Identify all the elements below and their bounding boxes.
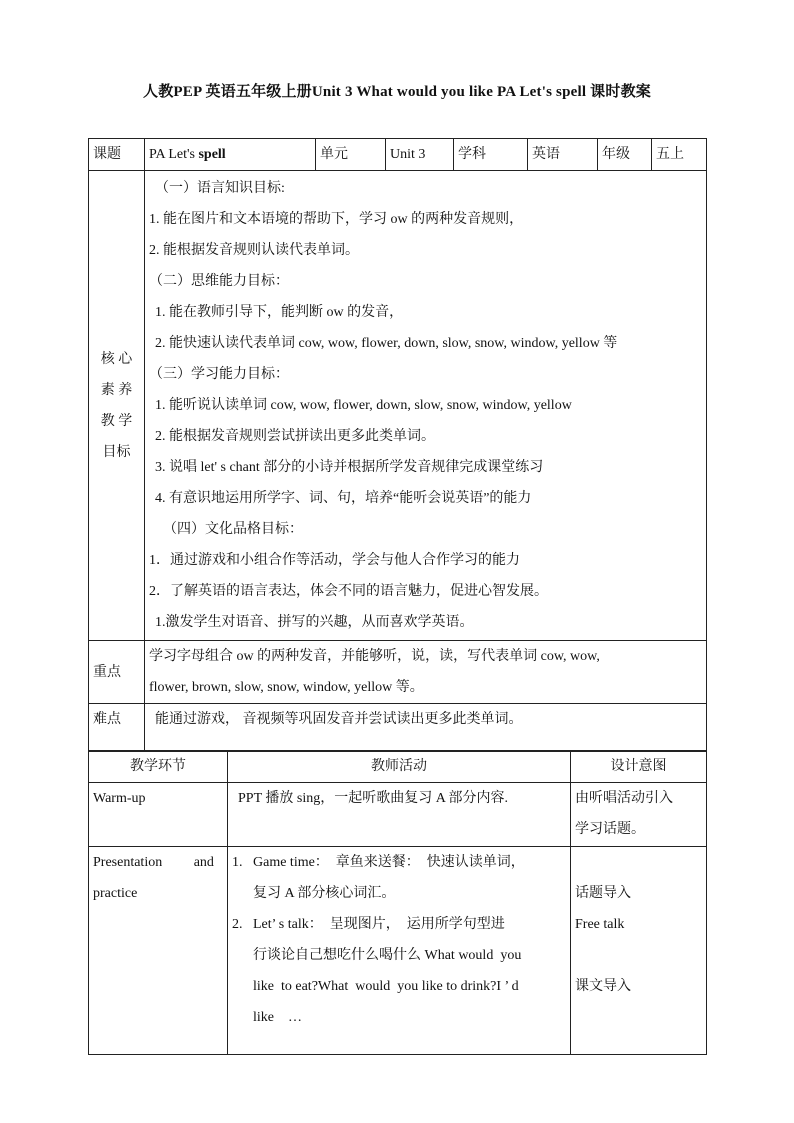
- difficulty-label: 难点: [89, 704, 145, 752]
- header-stage: 教学环节: [89, 751, 228, 783]
- goals-line: 4. 有意识地运用所学字、词、句，培养“能听会说英语”的能力: [155, 491, 532, 506]
- grade-label: 年级: [598, 139, 652, 171]
- teaching-process-table: [88, 750, 707, 1055]
- warmup-stage-text: Warm-up: [93, 791, 146, 806]
- subject-value: 英语: [528, 139, 598, 171]
- warmup-activity-text: PPT 播放 sing，一起听歌曲复习 A 部分内容.: [238, 791, 509, 806]
- presentation-activity-line: like …: [232, 1010, 302, 1025]
- document-title: 人教PEP 英语五年级上册Unit 3 What would you like PA Let's spell 课时教案: [143, 84, 651, 100]
- table-row: [89, 783, 707, 847]
- grade-value: 五上: [652, 139, 707, 171]
- presentation-intent-line: [575, 847, 702, 878]
- warmup-stage: [89, 783, 228, 847]
- goals-line: 2．了解英语的语言表达，体会不同的语言魅力，促进心智发展。: [149, 584, 548, 599]
- topic-value-bold: spell: [198, 147, 226, 162]
- table-row: [89, 704, 707, 752]
- goals-line: （三）学习能力目标：: [149, 367, 289, 382]
- goals-line: 3. 说唱 let' s chant 部分的小诗并根据所学发音规律完成课堂练习: [155, 460, 544, 475]
- goals-line: 1．通过游戏和小组合作等活动，学会与他人合作学习的能力: [149, 553, 520, 568]
- table-row: [89, 641, 707, 704]
- difficulty-content: [145, 704, 707, 752]
- lesson-info-table: [88, 138, 707, 752]
- presentation-intent-line: Free talk: [575, 917, 625, 932]
- unit-value: Unit 3: [386, 139, 454, 171]
- unit-label: 单元: [316, 139, 386, 171]
- presentation-activity-line: like to eat?What would you like to drink?I ’ d: [232, 979, 519, 994]
- goals-label-line: 素 养: [100, 382, 133, 398]
- presentation-stage-line: Presentation and: [93, 855, 214, 870]
- topic-value-prefix: PA Let's: [149, 147, 199, 162]
- presentation-stage: [89, 847, 228, 1055]
- topic-value: [145, 139, 316, 171]
- difficulty-text: 能通过游戏， 音视频等巩固发音并尝试读出更多此类单词。: [155, 712, 523, 727]
- header-intent: 设计意图: [571, 751, 707, 783]
- warmup-intent-line: 学习话题。: [575, 822, 645, 837]
- goals-line: 1.激发学生对语音、拼写的兴趣，从而喜欢学英语。: [155, 615, 474, 630]
- topic-label: 课题: [89, 139, 145, 171]
- goals-line: 1. 能在图片和文本语境的帮助下，学习 ow 的两种发音规则，: [149, 212, 524, 227]
- presentation-intent: [571, 847, 707, 1055]
- goals-label: [89, 171, 145, 641]
- presentation-stage-line: practice: [93, 886, 138, 901]
- goals-line: （四）文化品格目标：: [163, 522, 303, 537]
- goals-line: 2. 能根据发音规则认读代表单词。: [149, 243, 359, 258]
- goals-label-line: 目标: [102, 444, 131, 460]
- key-line: 学习字母组合 ow 的两种发音，并能够听，说，读，写代表单词 cow, wow,: [149, 649, 600, 664]
- presentation-activity: [228, 847, 571, 1055]
- presentation-activity-line: 行谈论自己想吃什么喝什么 What would you: [232, 948, 522, 963]
- goals-line: 1. 能在教师引导下，能判断 ow 的发音，: [155, 305, 404, 320]
- goals-line: 2. 能根据发音规则尝试拼读出更多此类单词。: [155, 429, 435, 444]
- presentation-intent-line: [575, 940, 702, 971]
- table-row: [89, 847, 707, 1055]
- table-row: [89, 171, 707, 641]
- table-row: [89, 751, 707, 783]
- presentation-activity-line: 复习 A 部分核心词汇。: [232, 886, 396, 901]
- goals-content: [145, 171, 707, 641]
- presentation-intent-line: 话题导入: [575, 886, 631, 901]
- goals-line: 2. 能快速认读代表单词 cow, wow, flower, down, slow, snow, window, yellow 等: [155, 336, 618, 351]
- goals-line: 1. 能听说认读单词 cow, wow, flower, down, slow, snow, window, yellow: [155, 398, 572, 413]
- goals-line: （二）思维能力目标：: [149, 274, 289, 289]
- warmup-activity: [228, 783, 571, 847]
- presentation-activity-line: 2. Let’ s talk： 呈现图片， 运用所学句型进: [232, 917, 505, 932]
- goals-label-line: 教 学: [100, 413, 133, 429]
- goals-label-line: 核 心: [100, 351, 133, 367]
- key-content: [145, 641, 707, 704]
- header-activity: 教师活动: [228, 751, 571, 783]
- presentation-activity-line: 1. Game time： 章鱼来送餐： 快速认读单词，: [232, 855, 525, 870]
- key-label: 重点: [89, 641, 145, 704]
- table-row: [89, 139, 707, 171]
- presentation-intent-line: 课文导入: [575, 979, 631, 994]
- goals-line: （一）语言知识目标:: [155, 181, 285, 196]
- warmup-intent-line: 由听唱活动引入: [575, 791, 673, 806]
- warmup-intent: [571, 783, 707, 847]
- key-line: flower, brown, slow, snow, window, yellow 等。: [149, 680, 424, 695]
- subject-label: 学科: [454, 139, 528, 171]
